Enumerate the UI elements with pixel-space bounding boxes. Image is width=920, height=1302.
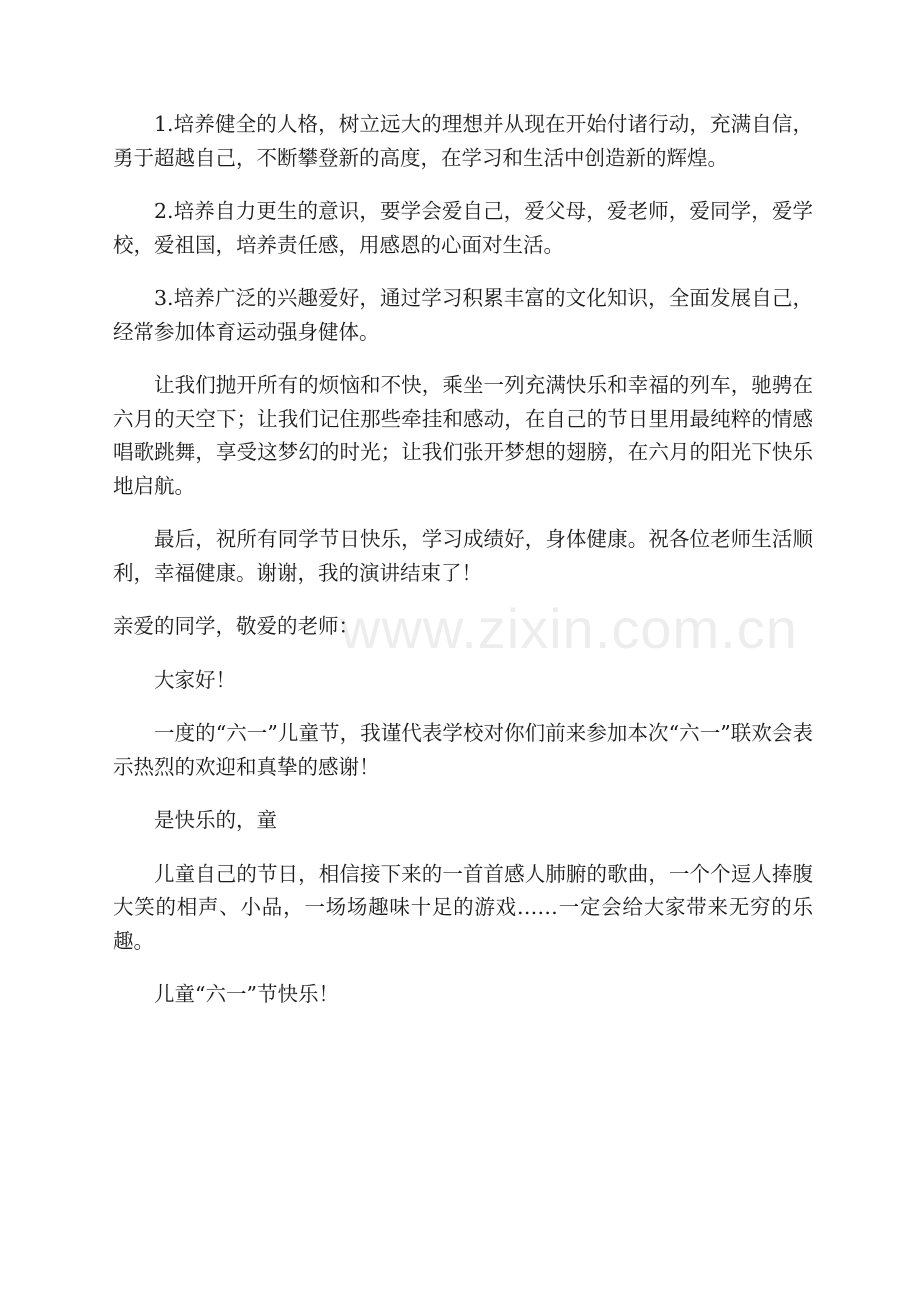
document-body [113,108,813,1032]
paragraph-call-to-action: 让我们抛开所有的烦恼和不快，乘坐一列充满快乐和幸福的列车，驰骋在六月的天空下；让我们记住那些牵挂和感动，在自己的节日里用最纯粹的情感唱歌跳舞，享受这梦幻的时光；让我们张开梦想的翅膀，在六月的阳光下快乐地启航。 [113,373,813,498]
paragraph-wish: 儿童“六一”节快乐！ [154,982,339,1006]
paragraph-goal-1: 1.培养健全的人格，树立远大的理想并从现在开始付诸行动，充满自信，勇于超越自己，不断攀登新的高度，在学习和生活中创造新的辉煌。 [113,112,813,170]
paragraph-goal-2: 2.培养自力更生的意识，要学会爱自己，爱父母，爱老师，爱同学，爱学校，爱祖国，培养责任感，用感恩的心面对生活。 [113,199,813,257]
salutation: 亲爱的同学，敬爱的老师： [113,614,359,638]
greeting: 大家好！ [154,667,236,692]
watermark: www.zixin.com.cn [340,597,798,660]
paragraph-program: 儿童自己的节日，相信接下来的一首首感人肺腑的歌曲，一个个逗人捧腹大笑的相声、小品，一场场趣味十足的游戏……一定会给大家带来无穷的乐趣。 [113,861,813,953]
paragraph-fragment: 是快乐的，童 [154,808,277,832]
paragraph-closing: 最后，祝所有同学节日快乐，学习成绩好，身体健康。祝各位老师生活顺利，幸福健康。谢谢，我的演讲结束了！ [113,527,813,585]
paragraph-welcome: 一度的“六一”儿童节，我谨代表学校对你们前来参加本次“六一”联欢会表示热烈的欢迎和真挚的感谢！ [113,721,813,779]
paragraph-goal-3: 3.培养广泛的兴趣爱好，通过学习积累丰富的文化知识，全面发展自己，经常参加体育运动强身健体。 [113,286,813,344]
